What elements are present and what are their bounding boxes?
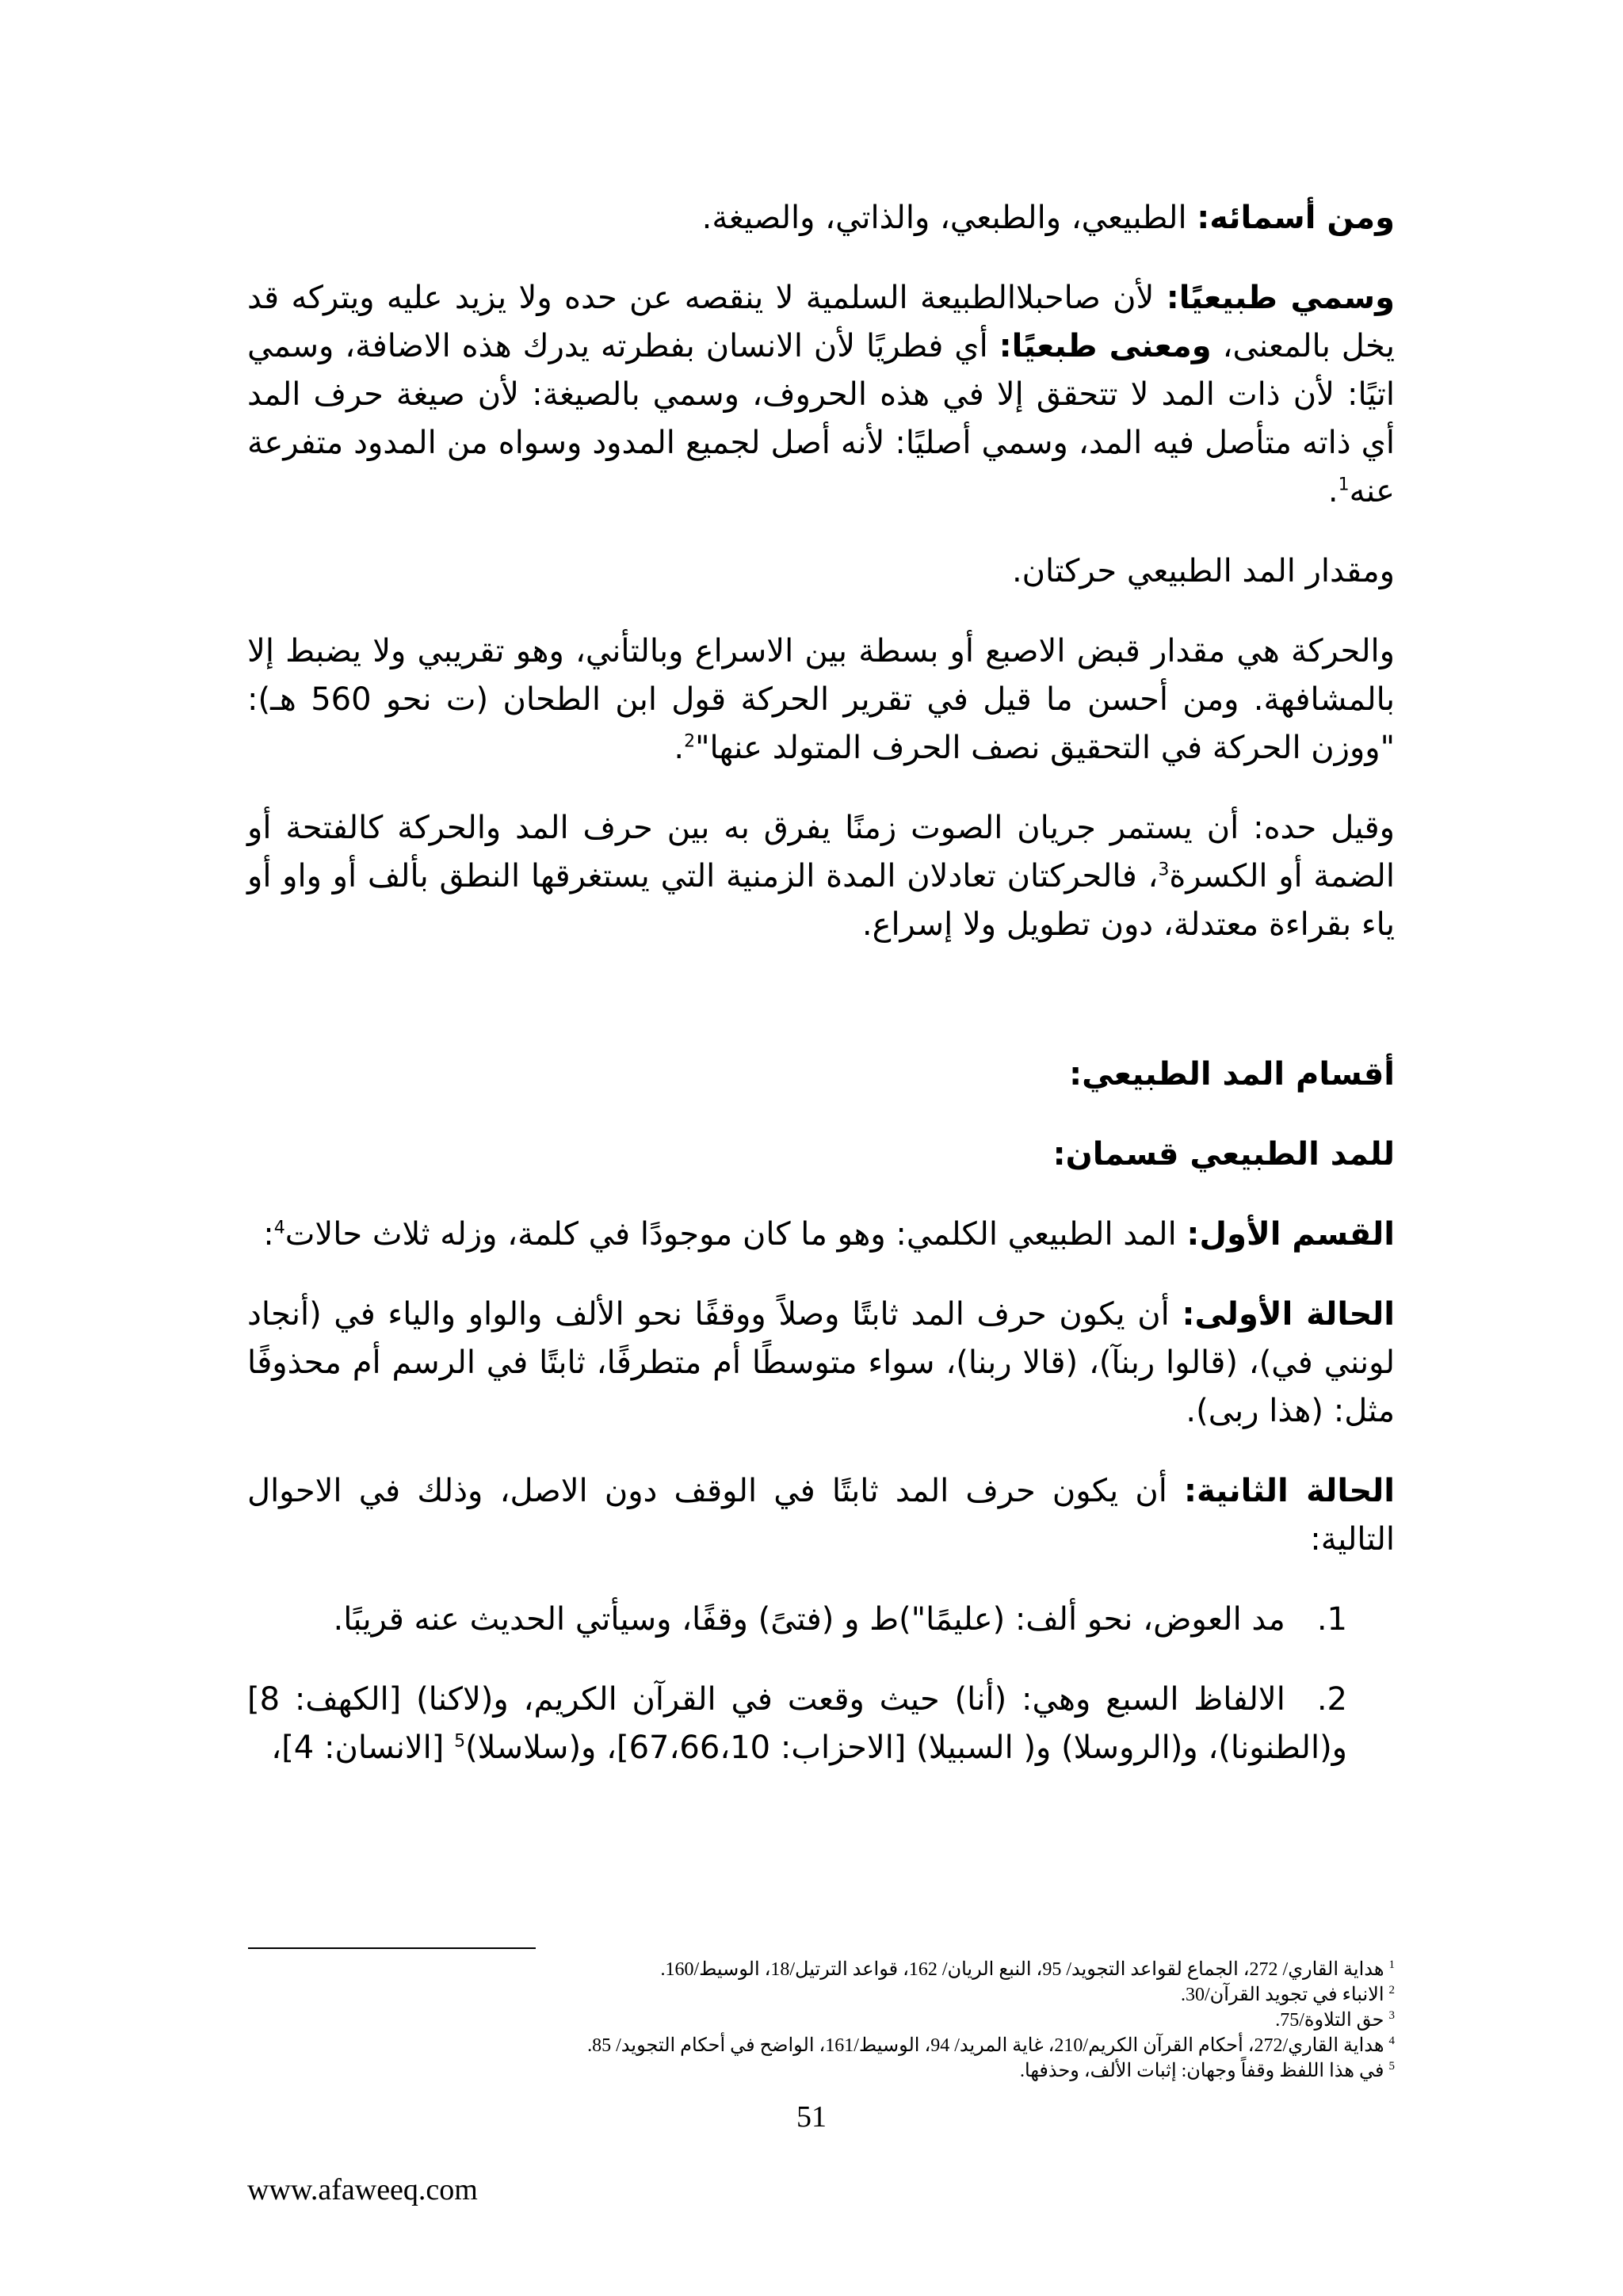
bold-label: الحالة الثانية: [1184,1473,1395,1509]
paragraph-text: ومقدار المد الطبيعي حركتان. [1011,553,1395,589]
paragraph-end: . [1327,473,1338,509]
list-text: مد العوض، نحو ألف: (عليمًا")ط و (فتىً) وقفًا، وسيأتي الحديث عنه قريبًا. [333,1601,1285,1638]
paragraph-first-section [247,1211,1395,1259]
bold-label: ومن أسمائه: [1197,200,1395,236]
footnote [247,1982,1395,2008]
paragraph-case-two [247,1467,1395,1564]
paragraph-case-one [247,1291,1395,1436]
paragraph-amount [247,547,1395,596]
paragraph-text: المد الطبيعي الكلمي: وهو ما كان موجودًا في كلمة، وزله ثلاث حالات [285,1216,1187,1253]
footnote-text: الانباء في تجويد القرآن/30. [1180,1985,1384,2005]
paragraph-text: أن يكون حرف المد ثابتًا وصلاً ووقفًا نحو الألف والواو والياء في (أنجاد لونني في)، (قالوا ربنآ)، (قالا ربنا)، سواء متوسطًا أم متطرفًا، ثابتًا في الرسم أم محذوفًا مثل: (هذا ربى). [247,1296,1395,1429]
paragraph-names [247,194,1395,242]
footnote [247,1957,1395,1982]
list-item [247,1676,1395,1772]
main-text [247,194,1395,1804]
section-heading [247,1051,1395,1099]
bold-label: ومعنى طبعيًا: [999,328,1212,364]
list-number: 2. [1316,1681,1347,1718]
footnote-ref-4[interactable]: 4 [273,1218,285,1238]
footnote-text: في هذا اللفظ وقفاً وجهان: إثبات الألف، وحذفها. [1020,2061,1384,2081]
bold-label: القسم الأول: [1186,1216,1395,1253]
footnote-ref-3[interactable]: 3 [1158,860,1170,880]
footnote [247,2033,1395,2058]
subheading [247,1131,1395,1179]
footnote-ref-5[interactable]: 5 [454,1731,466,1752]
footnote-text: هداية القاري/ 272، الجماع لقواعد التجويد/ 95، النبع الريان/ 162، قواعد الترتيل/18، الوسيط/160. [660,1959,1384,1980]
footnote-ref-1[interactable]: 1 [1338,475,1350,495]
paragraph-text: لأن صاحبلاالطبيعة السلمية لا ينقصه عن حده ولا يزيد عليه ويتركه قد يخل بالمعنى، [247,280,1395,364]
footnote-number: 2 [1388,1984,1395,1997]
list-text: الالفاظ السبع وهي: (أنا) حيث وقعت في القرآن الكريم، و(لاكنا) [الكهف: 8] و(الطنونا)، و(الروسلا) و( السبيلا) [الاحزاب: 67،66،10]، و(سلاسلا) [247,1681,1347,1766]
footnote-number: 4 [1388,2035,1395,2047]
footnote [247,2058,1395,2084]
list-text: [الانسان: 4]، [271,1730,455,1766]
bold-label: وسمي طبيعيًا: [1166,280,1395,316]
footnote-number: 5 [1388,2060,1395,2073]
footnote-ref-2[interactable]: 2 [684,731,696,752]
paragraph-text: والحركة هي مقدار قبض الاصبع أو بسطة بين الاسراع وبالتأني، وهو تقريبي ولا يضبط إلا بالمشافهة. ومن أحسن ما قيل في تقرير الحركة قول ابن الطحان (ت نحو 560 هـ): "ووزن الحركة في التحقيق نصف الحرف المتولد عنها" [247,633,1396,766]
heading-text: أقسام المد الطبيعي: [1069,1056,1395,1093]
paragraph-text: وقيل حده: أن يستمر جريان الصوت زمنًا يفرق به بين حرف المد والحركة كالفتحة أو الضمة أو الكسرة [247,810,1395,894]
footnote [247,2008,1395,2033]
footnote-number: 1 [1388,1958,1395,1971]
list-item [247,1596,1395,1644]
paragraph-naming-reasons [247,274,1395,516]
paragraph-text: الطبيعي، والطبعي، والذاتي، والصيغة. [701,200,1197,236]
paragraph-end: : [263,1216,274,1253]
footnote-separator [248,1947,536,1949]
bold-label: الحالة الأولى: [1182,1296,1396,1333]
paragraph-text: أن يكون حرف المد ثابتًا في الوقف دون الاصل، وذلك في الاحوال التالية: [247,1473,1395,1558]
paragraph-end: . [674,730,685,766]
footnote-text: هداية القاري/272، أحكام القرآن الكريم/210، غاية المريد/ 94، الوسيط/161، الواضح في أحكام التجويد/ 85. [587,2035,1384,2056]
website-url[interactable]: www.afaweeq.com [247,2173,478,2206]
page-number: 51 [796,2100,827,2134]
paragraph-definition [247,804,1395,949]
paragraph-haraka [247,627,1395,772]
footnote-number: 3 [1388,2009,1395,2022]
paragraph-text: أي فطريًا لأن الانسان بفطرته يدرك هذه الاضافة، وسمي اتيًا: لأن ذات المد لا تتحقق إلا في هذه الحروف، وسمي بالصيغة: لأن صيغة حرف المد أي ذاته متأصل فيه المد، وسمي أصليًا: لأنه أصل لجميع المدود وسواه من المدود متفرعة عنه [247,328,1395,509]
list-number: 1. [1316,1601,1347,1638]
subheading-text: للمد الطبيعي قسمان: [1052,1136,1395,1173]
footnote-text: حق التلاوة/75. [1275,2010,1384,2031]
footnotes [247,1957,1395,2084]
paragraph-text: ، فالحركتان تعادلان المدة الزمنية التي يستغرقها النطق بألف أو واو أو ياء بقراءة معتدلة، دون تطويل ولا إسراع. [247,858,1395,943]
